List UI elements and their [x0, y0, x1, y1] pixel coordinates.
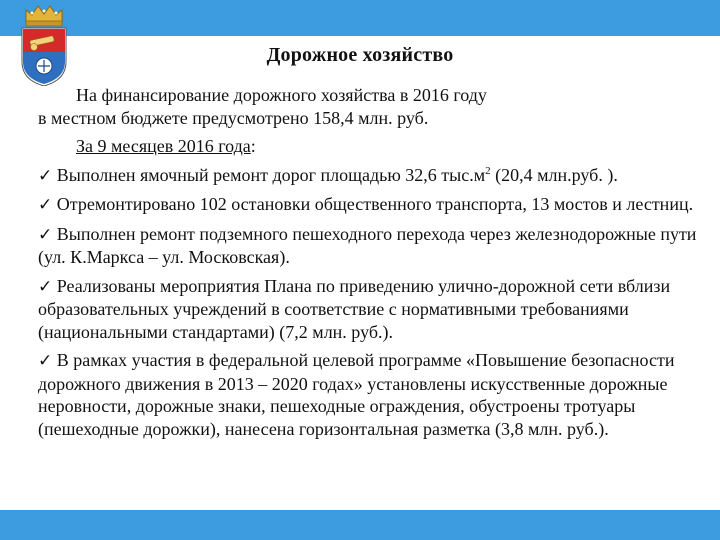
list-item [38, 275, 698, 344]
bottom-decorative-band [0, 510, 720, 540]
list-item [38, 223, 698, 269]
check-mark-icon: ✓ [38, 195, 53, 215]
period-label: За 9 месяцев 2016 года [76, 136, 251, 156]
item-1-amount: (20,4 млн.руб. ). [490, 164, 618, 185]
slide-title: Дорожное хозяйство [266, 44, 454, 66]
item-3-text: Выполнен ремонт подземного пешеходного перехода через железнодорожные пути (ул. К.Маркса – ул. Московская). [38, 223, 697, 267]
list-item [38, 349, 698, 440]
item-1-text: Выполнен ямочный ремонт дорог площадью 32,6 тыс.м [56, 164, 486, 185]
intro-line-1: На финансирование дорожного хозяйства в 2016 году [76, 85, 487, 105]
slide-body [38, 84, 698, 440]
period-suffix: : [250, 136, 256, 156]
item-1-superscript: 2 [485, 164, 491, 177]
list-item [38, 193, 698, 217]
period-heading [38, 135, 698, 158]
check-mark-icon: ✓ [38, 276, 53, 297]
top-decorative-band [0, 0, 720, 36]
item-4-text: Реализованы мероприятия Плана по приведению улично-дорожной сети вблизи образовательных учреждений в соответствие с нормативными требованиями (национальными стандартами) (7,2 млн. руб.). [38, 275, 671, 342]
check-mark-icon: ✓ [38, 224, 53, 245]
check-mark-icon: ✓ [38, 165, 53, 186]
check-mark-icon: ✓ [38, 351, 53, 371]
item-2-text: Отремонтировано 102 остановки общественного транспорта, 13 мостов и лестниц. [56, 194, 694, 214]
intro-line-2: в местном бюджете предусмотрено 158,4 млн. руб. [38, 107, 429, 128]
item-5-text: В рамках участия в федеральной целевой программе «Повышение безопасности дорожного движения в 2013 – 2020 годах» установлены искусственные дорожные неровности, дорожные знаки, пешеходные ограждения, обустроены тротуары (пешеходные дорожки), нанесена горизонтальная разметка (3,8 млн. руб.). [38, 350, 675, 439]
list-item [38, 164, 698, 188]
